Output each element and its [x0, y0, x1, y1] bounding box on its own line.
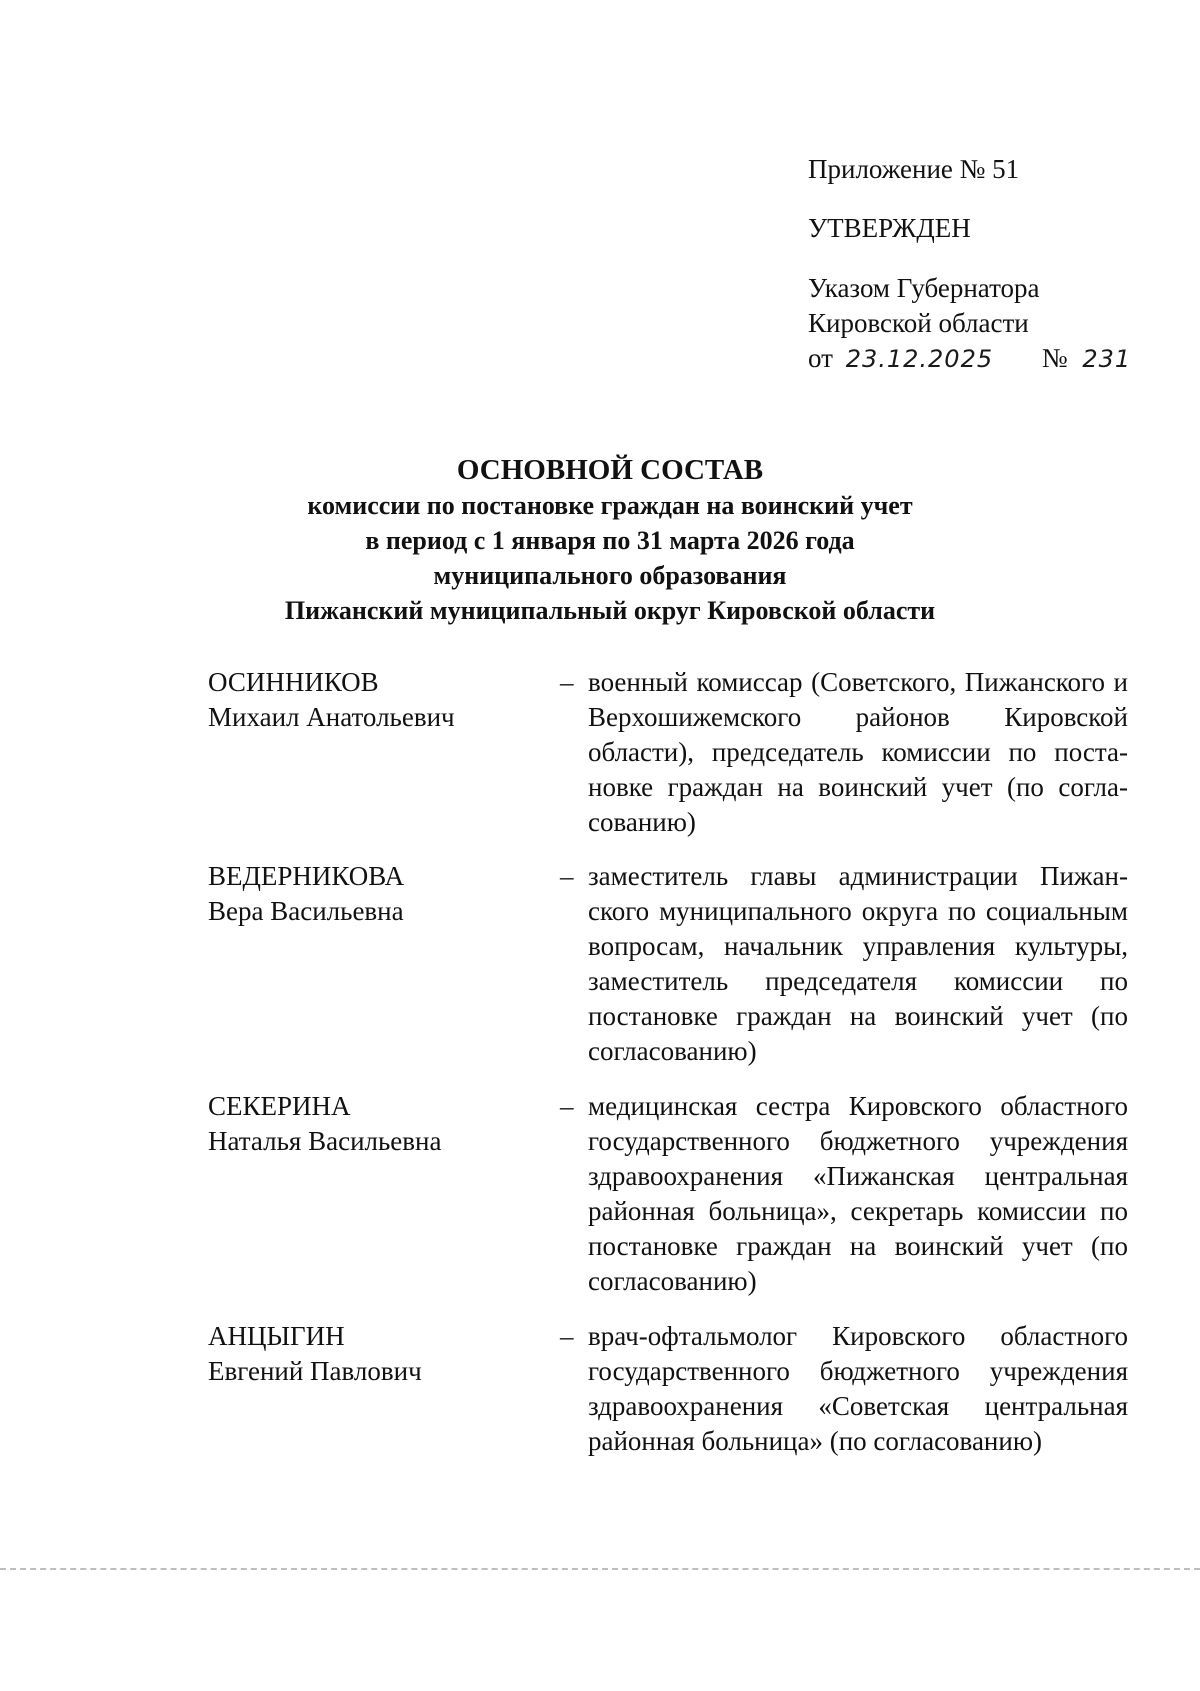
member-given-names: Вера Васильевна: [208, 896, 404, 926]
member-given-names: Евгений Павлович: [208, 1356, 422, 1386]
member-dash: –: [560, 1091, 574, 1121]
decree-date-number: [808, 341, 1131, 377]
member-surname: ОСИННИКОВ: [208, 667, 379, 697]
approval-block: [808, 152, 1131, 377]
document-title: [180, 452, 1040, 628]
member-dash: –: [560, 1321, 574, 1351]
member-role: военный комиссар (Советского, Пижанского и Верхошижемского районов Кировской области), председатель комиссии по постановке граждан на воинский учет (по согласованию): [588, 667, 1128, 837]
number-label: №: [1041, 343, 1068, 373]
decree-line-2: Кировской области: [808, 308, 1029, 338]
approved-label: УТВЕРЖДЕН: [808, 213, 971, 243]
member-name: [208, 1319, 548, 1389]
member-name: [208, 1089, 548, 1159]
title-line-4: Пижанский муниципальный округ Кировской области: [284, 596, 936, 625]
scan-artifact-line: [0, 1568, 1200, 1570]
member-role: врач-офтальмолог Кировского областного государственного бюджетного учреждения здравоохранения «Советская центральная районная больница» (по согласованию): [588, 1321, 1128, 1456]
handwritten-date: 23.12.2025: [845, 345, 994, 373]
member-dash: –: [560, 667, 574, 697]
title-line-3: муниципального образования: [433, 561, 787, 590]
member-surname: АНЦЫГИН: [208, 1321, 345, 1351]
date-prefix: от: [808, 343, 833, 373]
member-surname: ВЕДЕРНИКОВА: [208, 861, 405, 891]
title-line-1: комиссии по постановке граждан на воинский учет: [307, 491, 913, 520]
member-given-names: Наталья Васильевна: [208, 1126, 442, 1156]
member-role: заместитель главы администрации Пижанского муниципального округа по социальным вопросам, начальник управления культуры, заместитель председателя комиссии по постановке граждан на воинский учет (по согласованию): [588, 861, 1128, 1066]
member-surname: СЕКЕРИНА: [208, 1091, 351, 1121]
member-given-names: Михаил Анатольевич: [208, 702, 455, 732]
member-role: медицинская сестра Кировского областного государственного бюджетного учреждения здравоохранения «Пижанская центральная районная больница», секретарь комиссии по постановке граждан на воинский учет (по согласованию): [588, 1091, 1128, 1296]
member-name: [208, 859, 548, 929]
decree-line-1: Указом Губернатора: [808, 273, 1040, 303]
appendix-number: Приложение № 51: [808, 154, 1020, 184]
title-main: ОСНОВНОЙ СОСТАВ: [456, 454, 764, 486]
title-line-2: в период с 1 января по 31 марта 2026 года: [365, 526, 855, 555]
member-dash: –: [560, 861, 574, 891]
member-name: [208, 665, 548, 735]
handwritten-number: 231: [1082, 345, 1132, 373]
